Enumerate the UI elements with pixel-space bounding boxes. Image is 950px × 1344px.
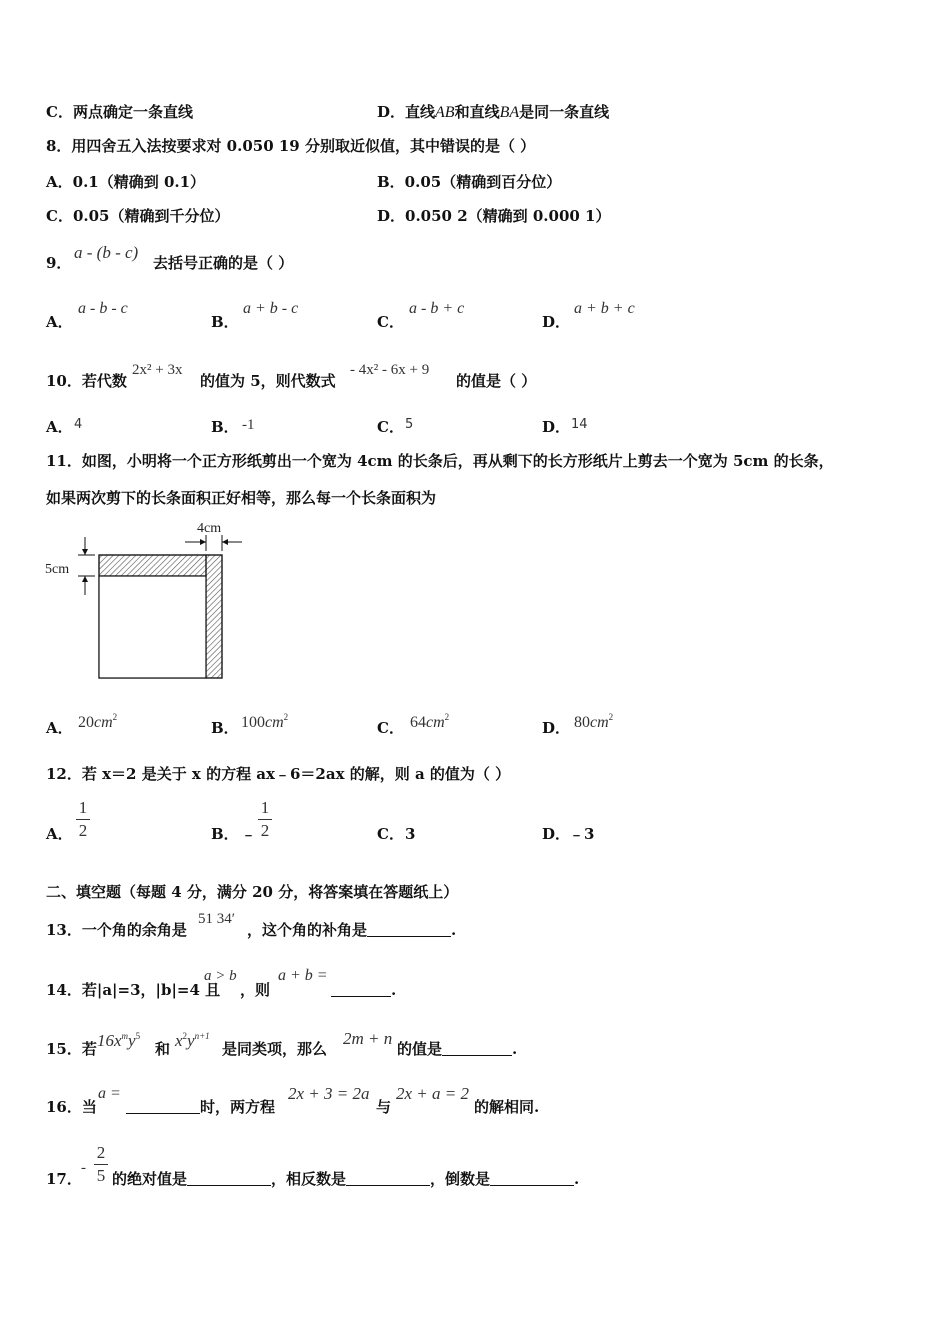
q11-option-a: $20cm^2$ xyxy=(78,712,118,731)
q10-prefix: 10．若代数 xyxy=(46,372,127,390)
q8-option-a: A．0.1（精确到 0.1） xyxy=(46,173,206,191)
q11-label-4cm: 4cm xyxy=(197,521,222,536)
q10-suffix: 的值是（ ） xyxy=(456,372,537,390)
q9-label-c: C． xyxy=(377,313,404,331)
q10-label-b: B． xyxy=(211,418,239,436)
q10-option-c: 5 xyxy=(405,417,414,432)
q10-label-c: C． xyxy=(377,418,404,436)
q16-suffix: 的解相同. xyxy=(474,1098,540,1116)
q10-option-a: 4 xyxy=(74,417,83,432)
q12-label-a: A． xyxy=(46,825,73,843)
q11-remaining-square xyxy=(99,576,206,678)
q12-option-b-fraction: 1 2 xyxy=(258,798,272,841)
q12-label-c: C． xyxy=(377,825,404,843)
q8-option-b: B．0.05（精确到百分位） xyxy=(377,173,562,191)
q11-strip-4cm xyxy=(206,555,222,678)
q10-option-d: 14 xyxy=(571,417,588,432)
q10-label-d: D． xyxy=(542,418,571,436)
q14-prefix: 14．若|a|=3，|b|=4 且 xyxy=(46,981,221,999)
q15-term-2: $x^2y^{n+1}$ xyxy=(175,1031,210,1050)
q11-label-c: C． xyxy=(377,719,404,737)
q12-option-c: 3 xyxy=(405,825,416,843)
q15-suffix: 的值是 . xyxy=(397,1040,518,1058)
q14-condition: a > b xyxy=(204,968,237,984)
q8-stem: 8．用四舍五入法按要求对 0.050 19 分别取近似值，其中错误的是（ ） xyxy=(46,137,536,155)
q16-equation-1: 2x + 3 = 2a xyxy=(288,1084,370,1103)
q9-expression: a - (b - c) xyxy=(74,243,139,262)
q14-middle: ，则 xyxy=(240,981,271,999)
q17-blank-reciprocal[interactable] xyxy=(490,1185,574,1186)
q11-label-d: D． xyxy=(542,719,571,737)
q16-a-equals: a = xyxy=(98,1085,121,1102)
q12-label-d: D． xyxy=(542,825,571,843)
q10-expression-1: 2x² + 3x xyxy=(132,362,183,378)
q11-option-b: $100cm^2$ xyxy=(241,712,289,731)
q15-and: 和 xyxy=(155,1040,171,1058)
q17-fraction: 2 5 xyxy=(94,1143,108,1186)
q16-middle: 时，两方程 xyxy=(126,1098,275,1116)
q15-prefix: 15．若 xyxy=(46,1040,97,1058)
q17-number: 17． xyxy=(46,1170,82,1188)
q8-option-d: D．0.050 2（精确到 0.000 1） xyxy=(377,207,611,225)
q9-label-a: A． xyxy=(46,313,73,331)
q9-stem: 去括号正确的是（ ） xyxy=(153,254,294,272)
q11-option-c: $64cm^2$ xyxy=(410,712,450,731)
q9-option-b: a + b - c xyxy=(243,300,299,317)
q13-prefix: 13．一个角的余角是 xyxy=(46,921,187,939)
q12-option-b-sign: ﹣ xyxy=(241,825,257,843)
q9-option-c: a - b + c xyxy=(409,300,465,317)
q14-expression: a + b = xyxy=(278,967,328,984)
q9-label-b: B． xyxy=(211,313,239,331)
q11-label-5cm: 5cm xyxy=(45,562,70,577)
q11-stem-line-2: 如果两次剪下的长条面积正好相等，那么每一个长条面积为 xyxy=(46,489,437,507)
q9-number: 9． xyxy=(46,254,72,272)
q12-stem: 12．若 x＝2 是关于 x 的方程 ax﹣6＝2ax 的解，则 a 的值为（ ） xyxy=(46,765,511,783)
q13-middle: ，这个角的补角是 . xyxy=(247,921,457,939)
q11-label-a: A． xyxy=(46,719,73,737)
q9-label-d: D． xyxy=(542,313,571,331)
q10-label-a: A． xyxy=(46,418,73,436)
q16-equation-2: 2x + a = 2 xyxy=(396,1084,469,1103)
q11-figure xyxy=(40,515,300,695)
q11-option-d: $80cm^2$ xyxy=(574,712,614,731)
q13-angle: 51 34′ xyxy=(198,911,236,927)
q17-sign: - xyxy=(81,1160,86,1176)
q17-blank-opposite[interactable] xyxy=(346,1185,430,1186)
q17-blank-absolute[interactable] xyxy=(187,1185,271,1186)
q11-strip-5cm xyxy=(99,555,206,576)
q12-option-a-fraction: 1 2 xyxy=(76,798,90,841)
q8-option-c: C．0.05（精确到千分位） xyxy=(46,207,230,225)
q17-stem: 的绝对值是 ，相反数是 ，倒数是 . xyxy=(112,1170,580,1188)
q15-term-1: $16x^my^5$ xyxy=(97,1031,141,1050)
q10-middle: 的值为 5，则代数式 xyxy=(200,372,336,390)
q9-option-a: a - b - c xyxy=(78,300,128,317)
q9-option-d: a + b + c xyxy=(574,300,635,317)
q11-stem-line-1: 11．如图，小明将一个正方形纸剪出一个宽为 4cm 的长条后，再从剩下的长方形纸片上剪去一个宽为 5cm 的长条， xyxy=(46,452,834,470)
q16-prefix: 16．当 xyxy=(46,1098,97,1116)
q7-option-c: C．两点确定一条直线 xyxy=(46,103,193,121)
q16-and: 与 xyxy=(376,1098,392,1116)
q15-blank[interactable] xyxy=(442,1055,512,1056)
q16-blank[interactable] xyxy=(126,1113,200,1114)
q10-option-b: -1 xyxy=(242,417,255,433)
q15-middle: 是同类项，那么 xyxy=(222,1040,328,1058)
q14-blank[interactable] xyxy=(331,996,391,997)
q11-label-b: B． xyxy=(211,719,239,737)
q12-option-d: ﹣3 xyxy=(569,825,595,843)
q7-option-d: D．直线AB和直线BA是同一条直线 xyxy=(377,103,610,121)
q10-expression-2: - 4x² - 6x + 9 xyxy=(350,362,430,378)
q13-blank[interactable] xyxy=(367,936,451,937)
q14-answer: . xyxy=(331,981,396,999)
q12-label-b: B． xyxy=(211,825,239,843)
q15-expression: 2m + n xyxy=(343,1029,393,1048)
section-2-title: 二、填空题（每题 4 分，满分 20 分，将答案填在答题纸上） xyxy=(46,883,459,901)
